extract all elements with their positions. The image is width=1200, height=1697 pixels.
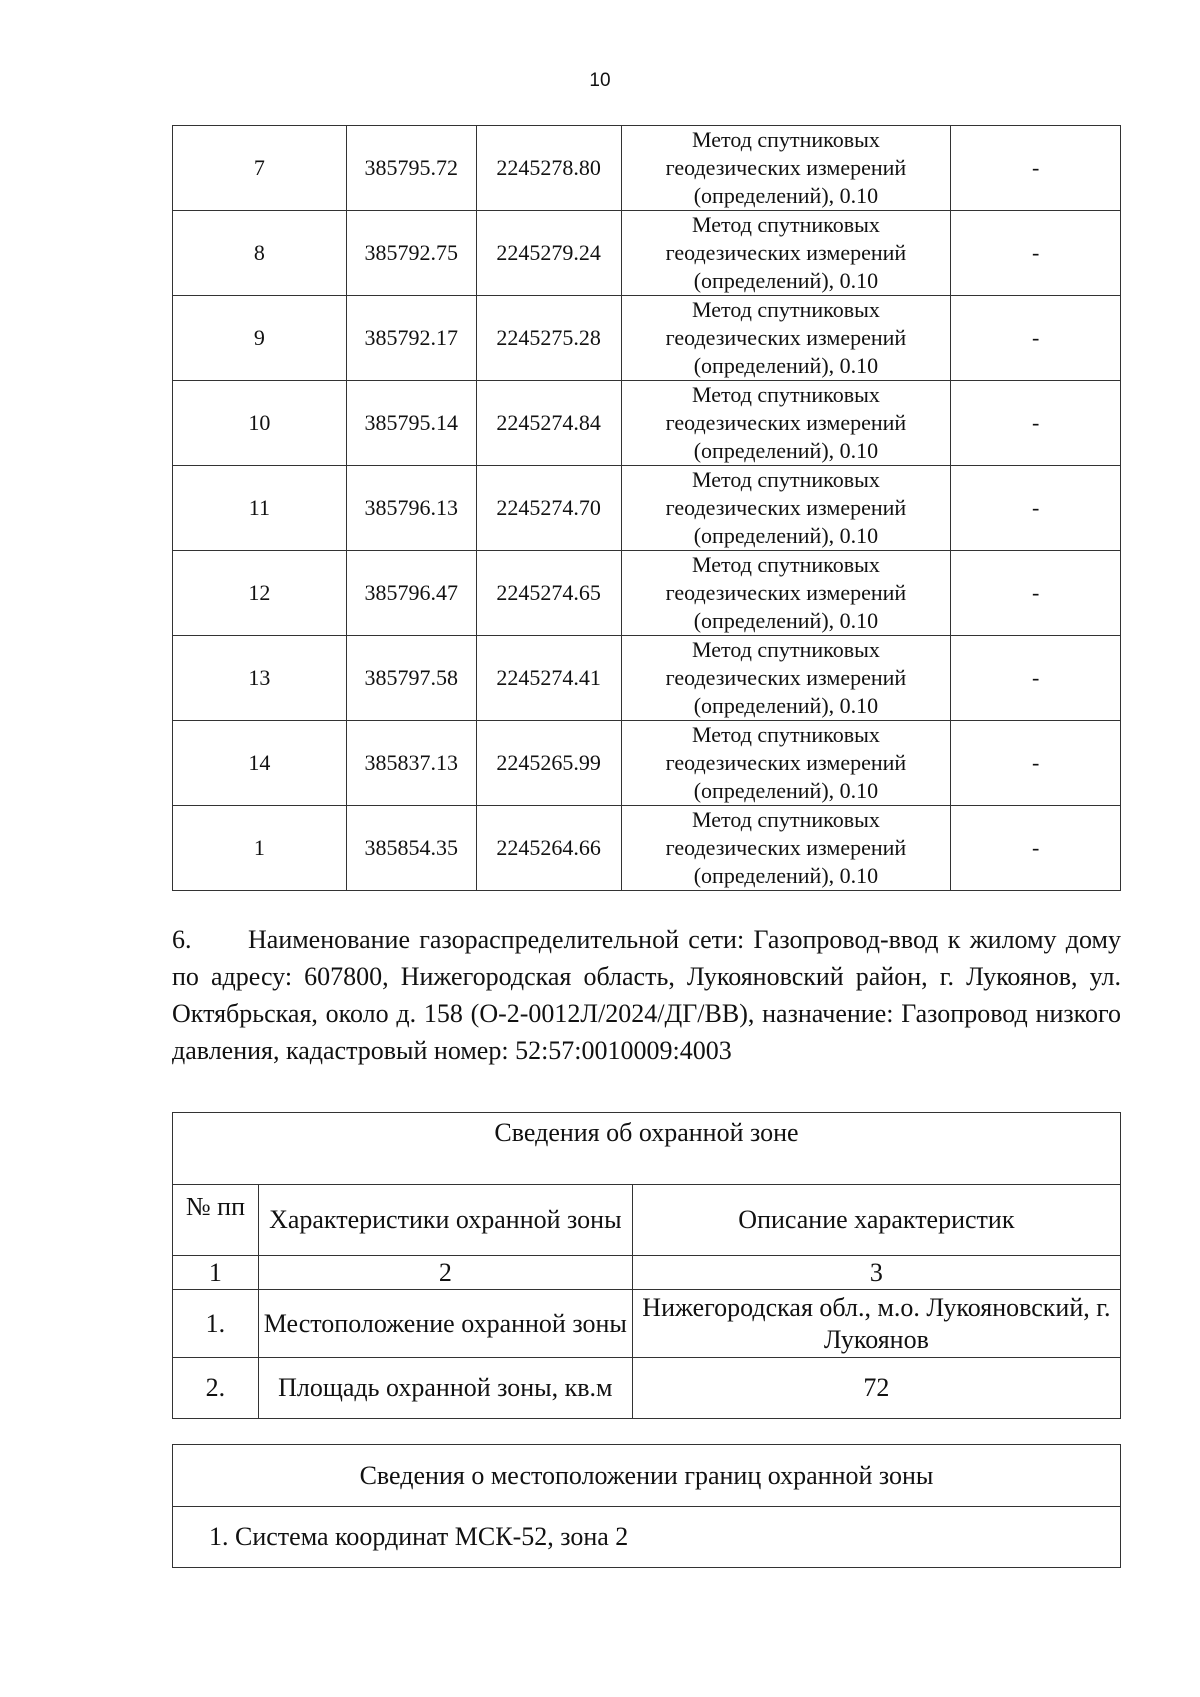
coordinates-table xyxy=(172,125,1121,891)
numbering-cell: 1 xyxy=(173,1256,259,1290)
zone-table-title: Сведения об охранной зоне xyxy=(173,1113,1121,1185)
y-coordinate: 2245274.70 xyxy=(476,466,621,551)
boundaries-table-title: Сведения о местоположении границ охранной зоны xyxy=(173,1445,1121,1507)
y-coordinate: 2245279.24 xyxy=(476,211,621,296)
coordinate-system-item: 1. Система координат МСК-52, зона 2 xyxy=(173,1507,1121,1568)
method-line: геодезических измерений xyxy=(665,240,907,265)
coordinate-row xyxy=(173,721,1121,806)
method-line: (определений), 0.10 xyxy=(693,693,879,718)
coordinate-row xyxy=(173,296,1121,381)
measurement-method xyxy=(621,466,951,551)
measurement-method xyxy=(621,551,951,636)
coordinate-row xyxy=(173,126,1121,211)
x-coordinate: 385795.72 xyxy=(346,126,476,211)
numbering-cell: 2 xyxy=(258,1256,632,1290)
note-cell: - xyxy=(951,636,1121,721)
method-line: Метод спутниковых xyxy=(692,637,880,662)
method-line: (определений), 0.10 xyxy=(693,183,879,208)
method-line: геодезических измерений xyxy=(665,665,907,690)
coordinate-row xyxy=(173,636,1121,721)
point-number: 14 xyxy=(173,721,347,806)
method-line: геодезических измерений xyxy=(665,750,907,775)
boundaries-title-row xyxy=(173,1445,1121,1507)
coordinates-table-body xyxy=(173,126,1121,891)
header-characteristics: Характеристики охранной зоны xyxy=(258,1185,632,1256)
method-line: (определений), 0.10 xyxy=(693,863,879,888)
measurement-method xyxy=(621,211,951,296)
method-line: (определений), 0.10 xyxy=(693,353,879,378)
point-number: 11 xyxy=(173,466,347,551)
zone-title-row xyxy=(173,1113,1121,1185)
method-line: геодезических измерений xyxy=(665,835,907,860)
point-number: 8 xyxy=(173,211,347,296)
method-line: Метод спутниковых xyxy=(692,722,880,747)
header-number: № пп xyxy=(173,1185,259,1256)
header-description: Описание характеристик xyxy=(632,1185,1120,1256)
method-line: Метод спутниковых xyxy=(692,297,880,322)
row-characteristic: Местоположение охранной зоны xyxy=(258,1290,632,1358)
measurement-method xyxy=(621,126,951,211)
point-number: 9 xyxy=(173,296,347,381)
method-line: Метод спутниковых xyxy=(692,467,880,492)
note-cell: - xyxy=(951,806,1121,891)
method-line: Метод спутниковых xyxy=(692,382,880,407)
y-coordinate: 2245264.66 xyxy=(476,806,621,891)
note-cell: - xyxy=(951,721,1121,806)
method-line: геодезических измерений xyxy=(665,580,907,605)
page-number: 10 xyxy=(589,70,611,91)
row-number: 1. xyxy=(173,1290,259,1358)
point-number: 13 xyxy=(173,636,347,721)
coordinate-row xyxy=(173,381,1121,466)
row-description: 72 xyxy=(632,1358,1120,1419)
method-line: (определений), 0.10 xyxy=(693,438,879,463)
coordinate-row xyxy=(173,551,1121,636)
note-cell: - xyxy=(951,211,1121,296)
method-line: геодезических измерений xyxy=(665,495,907,520)
boundaries-item-row xyxy=(173,1507,1121,1568)
boundaries-table xyxy=(172,1444,1121,1568)
method-line: геодезических измерений xyxy=(665,410,907,435)
measurement-method xyxy=(621,381,951,466)
method-line: Метод спутниковых xyxy=(692,552,880,577)
zone-numbering-row xyxy=(173,1256,1121,1290)
x-coordinate: 385795.14 xyxy=(346,381,476,466)
coordinate-row xyxy=(173,466,1121,551)
y-coordinate: 2245274.41 xyxy=(476,636,621,721)
note-cell: - xyxy=(951,126,1121,211)
x-coordinate: 385837.13 xyxy=(346,721,476,806)
y-coordinate: 2245274.84 xyxy=(476,381,621,466)
y-coordinate: 2245275.28 xyxy=(476,296,621,381)
y-coordinate: 2245265.99 xyxy=(476,721,621,806)
x-coordinate: 385797.58 xyxy=(346,636,476,721)
section-text: Наименование газораспределительной сети: Газопровод-ввод к жилому дому по адресу: 607800, Нижегородская область, Лукояновский район, г. Лукоянов, ул. Октябрьская, около д. 158 (О-2-0012Л/2024/ДГ/ВВ), назначение: Газопровод низкого давления, кадастровый номер: 52:57:0010009:4003 xyxy=(172,925,1121,1065)
method-line: Метод спутниковых xyxy=(692,127,880,152)
measurement-method xyxy=(621,636,951,721)
point-number: 7 xyxy=(173,126,347,211)
zone-header-row xyxy=(173,1185,1121,1256)
note-cell: - xyxy=(951,551,1121,636)
method-line: (определений), 0.10 xyxy=(693,268,879,293)
point-number: 1 xyxy=(173,806,347,891)
coordinate-row xyxy=(173,806,1121,891)
x-coordinate: 385796.13 xyxy=(346,466,476,551)
section-number: 6. xyxy=(172,925,192,954)
point-number: 10 xyxy=(173,381,347,466)
measurement-method xyxy=(621,296,951,381)
x-coordinate: 385854.35 xyxy=(346,806,476,891)
method-line: (определений), 0.10 xyxy=(693,523,879,548)
method-line: Метод спутниковых xyxy=(692,807,880,832)
point-number: 12 xyxy=(173,551,347,636)
row-number: 2. xyxy=(173,1358,259,1419)
x-coordinate: 385796.47 xyxy=(346,551,476,636)
method-line: геодезических измерений xyxy=(665,325,907,350)
note-cell: - xyxy=(951,296,1121,381)
measurement-method xyxy=(621,806,951,891)
protection-zone-table xyxy=(172,1112,1121,1419)
method-line: Метод спутниковых xyxy=(692,212,880,237)
zone-row-location xyxy=(173,1290,1121,1358)
measurement-method xyxy=(621,721,951,806)
method-line: (определений), 0.10 xyxy=(693,778,879,803)
method-line: (определений), 0.10 xyxy=(693,608,879,633)
row-characteristic: Площадь охранной зоны, кв.м xyxy=(258,1358,632,1419)
coordinate-row xyxy=(173,211,1121,296)
section-6-paragraph xyxy=(172,921,1121,1069)
numbering-cell: 3 xyxy=(632,1256,1120,1290)
x-coordinate: 385792.75 xyxy=(346,211,476,296)
zone-row-area xyxy=(173,1358,1121,1419)
method-line: геодезических измерений xyxy=(665,155,907,180)
x-coordinate: 385792.17 xyxy=(346,296,476,381)
y-coordinate: 2245274.65 xyxy=(476,551,621,636)
note-cell: - xyxy=(951,381,1121,466)
note-cell: - xyxy=(951,466,1121,551)
y-coordinate: 2245278.80 xyxy=(476,126,621,211)
row-description: Нижегородская обл., м.о. Лукояновский, г. Лукоянов xyxy=(632,1290,1120,1358)
